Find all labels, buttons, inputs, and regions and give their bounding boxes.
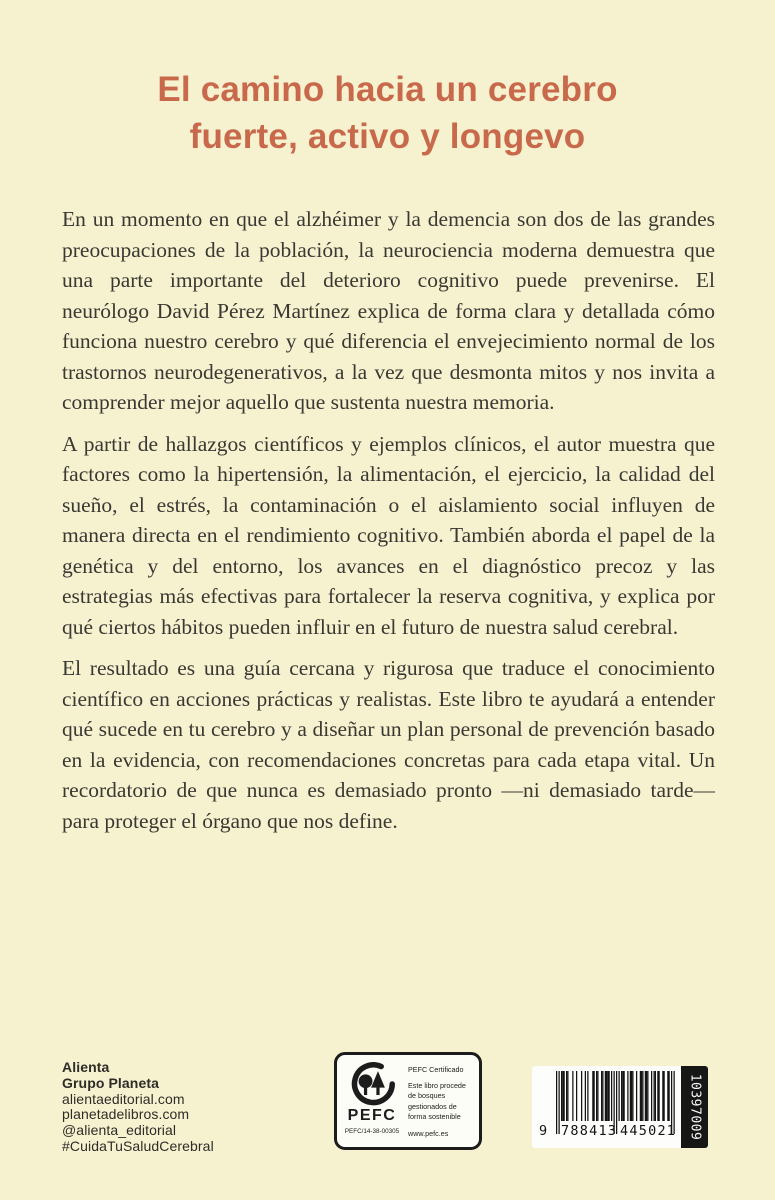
barcode [532, 1066, 708, 1148]
page-title [0, 66, 775, 160]
pefc-claim-text: Este libro procede de bosques gestionados de forma sostenible [408, 1080, 466, 1121]
synopsis-paragraph: En un momento en que el alzhéimer y la demencia son dos de las grandes preocupaciones de la población, la neurociencia moderna demuestra que una parte importante del deterioro cognitivo puede prevenirse. El neurólogo David Pérez Martínez explica de forma clara y detallada cómo funciona nuestro cerebro y qué diferencia el envejecimiento normal de los trastornos neurodegenerativos, a la vez que desmonta mitos y nos invita a comprender mejor aquello que sustenta nuestra memoria. [62, 207, 715, 414]
synopsis-paragraph: El resultado es una guía cercana y rigurosa que traduce el conocimiento científico en acciones prácticas y realistas. Este libro te ayudará a entender qué sucede en tu cerebro y a diseñar un plan personal de prevención basado en la evidencia, con recomendaciones concretas para cada etapa vital. Un recordatorio de que nunca es demasiado pronto —ni demasiado tarde— para proteger el órgano que nos define. [62, 656, 715, 833]
publisher-website-1: alientaeditorial.com [62, 1090, 185, 1107]
barcode-side-strip [681, 1066, 708, 1148]
synopsis [62, 204, 715, 847]
pefc-trees-icon [349, 1061, 395, 1107]
publisher-block [62, 1060, 214, 1155]
barcode-digit-group-1: 7 8 8 4 1 3 [561, 1123, 616, 1139]
pefc-left-column [344, 1061, 400, 1142]
publisher-hashtag: #CuidaTuSaludCerebral [62, 1137, 214, 1154]
title-line-2: fuerte, activo y longevo [189, 117, 586, 156]
publisher-group: Grupo Planeta [62, 1074, 159, 1091]
pefc-license-number: PEFC/14-38-00305 [344, 1128, 400, 1135]
pefc-website: www.pefc.es [408, 1129, 449, 1138]
barcode-digit-lead: 9 [539, 1123, 548, 1139]
pefc-certification-label [334, 1052, 482, 1150]
pefc-certified-label: PEFC Certificado [408, 1065, 464, 1074]
pefc-right-column [400, 1061, 472, 1142]
publisher-website-2: planetadelibros.com [62, 1106, 190, 1123]
barcode-side-number: 10397009 [687, 1073, 702, 1141]
publisher-imprint: Alienta [62, 1059, 110, 1075]
synopsis-paragraph: A partir de hallazgos científicos y ejemplos clínicos, el autor muestra que factores como la hipertensión, la alimentación, el ejercicio, la calidad del sueño, el estrés, la contaminación o el aislamiento social influyen de manera directa en el rendimiento cognitivo. También aborda el papel de la genética y del entorno, los avances en el diagnóstico precoz y las estrategias más efectivas para fortalecer la reserva cognitiva, y explica por qué ciertos hábitos pueden influir en el futuro de nuestra salud cerebral. [62, 431, 715, 639]
title-line-1: El camino hacia un cerebro [157, 70, 618, 109]
barcode-digit-group-2: 4 4 5 0 2 1 [620, 1123, 675, 1139]
publisher-social-handle: @alienta_editorial [62, 1122, 177, 1139]
pefc-wordmark: PEFC [347, 1107, 397, 1124]
